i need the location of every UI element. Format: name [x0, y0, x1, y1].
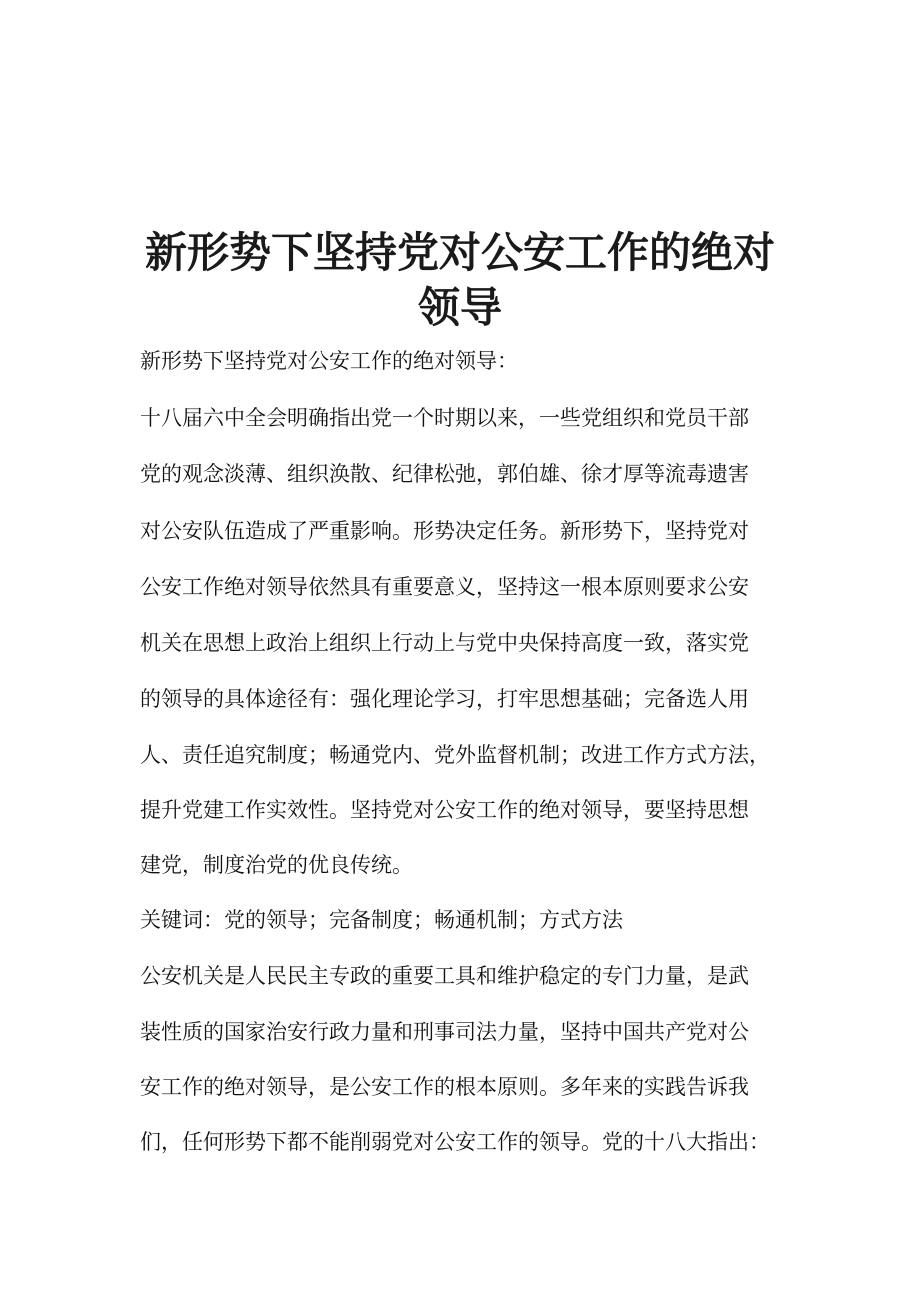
body-line: 党的观念淡薄、组织涣散、纪律松弛，郭伯雄、徐才厚等流毒遗害: [140, 462, 749, 486]
body-line: 提升党建工作实效性。坚持党对公安工作的绝对领导，要坚持思想: [140, 798, 749, 822]
body-line: 机关在思想上政治上组织上行动上与党中央保持高度一致，落实党: [140, 631, 749, 655]
body-line: 建党，制度治党的优良传统。: [140, 853, 413, 877]
body-line: 人、责任追究制度；畅通党内、党外监督机制；改进工作方式方法，: [140, 743, 770, 767]
body-line: 的领导的具体途径有：强化理论学习，打牢思想基础；完备选人用: [140, 687, 749, 711]
document-title-line-1: 新形势下坚持党对公安工作的绝对: [144, 228, 775, 277]
keywords-line: 关键词：党的领导；完备制度；畅通机制；方式方法: [140, 908, 623, 932]
body-line: 安工作的绝对领导，是公安工作的根本原则。多年来的实践告诉我: [140, 1075, 749, 1099]
body-line: 装性质的国家治安行政力量和刑事司法力量，坚持中国共产党对公: [140, 1020, 749, 1044]
body-line: 公安工作绝对领导依然具有重要意义，坚持这一根本原则要求公安: [140, 575, 749, 599]
document-title-line-2: 领导: [417, 283, 502, 332]
body-line: 对公安队伍造成了严重影响。形势决定任务。新形势下，坚持党对: [140, 519, 749, 543]
body-line: 十八届六中全会明确指出党一个时期以来，一些党组织和党员干部: [140, 406, 749, 430]
body-line: 们，任何形势下都不能削弱党对公安工作的领导。党的十八大指出：: [140, 1130, 770, 1154]
body-line: 公安机关是人民民主专政的重要工具和维护稳定的专门力量，是武: [140, 964, 749, 988]
subtitle-line: 新形势下坚持党对公安工作的绝对领导：: [140, 349, 518, 373]
